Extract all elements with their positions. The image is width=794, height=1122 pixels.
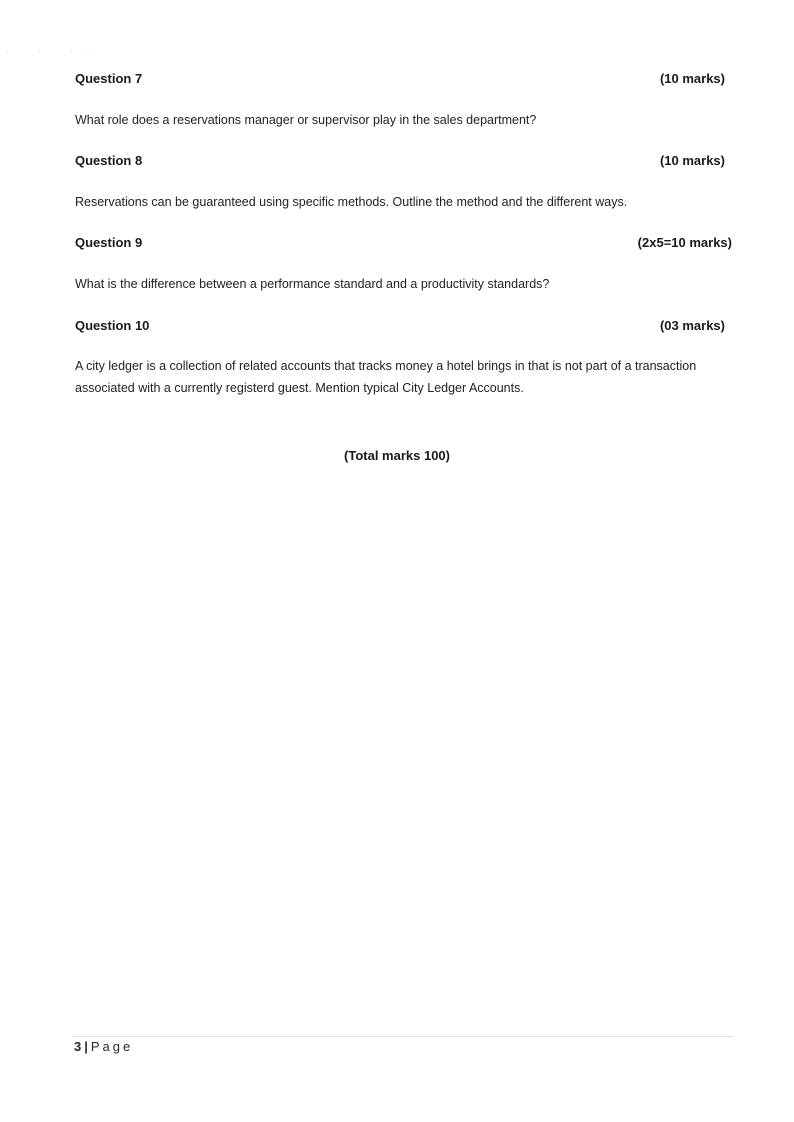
question-marks: (2x5=10 marks) [637,235,732,250]
question-9-text: What is the difference between a performance standard and a productivity standards? [75,277,550,291]
question-7-text: What role does a reservations manager or supervisor play in the sales department? [75,113,537,127]
footer-divider [72,1036,734,1037]
page-footer [74,1039,133,1054]
question-marks: (03 marks) [659,318,725,333]
question-title: Question 8 [75,153,143,168]
footer-separator: | [84,1039,88,1054]
total-marks: (Total marks 100) [344,448,450,463]
page-number: 3 [74,1039,82,1054]
question-title: Question 7 [75,71,143,86]
question-marks: (10 marks) [659,71,725,86]
question-title: Question 9 [75,235,143,250]
page-label: Page [90,1039,134,1054]
question-8-text: Reservations can be guaranteed using specific methods. Outline the method and the different ways. [75,195,628,209]
question-10-text: A city ledger is a collection of related accounts that tracks money a hotel brings in that is not part of a transaction associated with a currently registerd guest. Mention typical City Ledger Accounts. [75,359,697,395]
question-marks: (10 marks) [659,153,725,168]
question-title: Question 10 [75,318,150,333]
scan-artifact: · · ·· [6,48,104,55]
